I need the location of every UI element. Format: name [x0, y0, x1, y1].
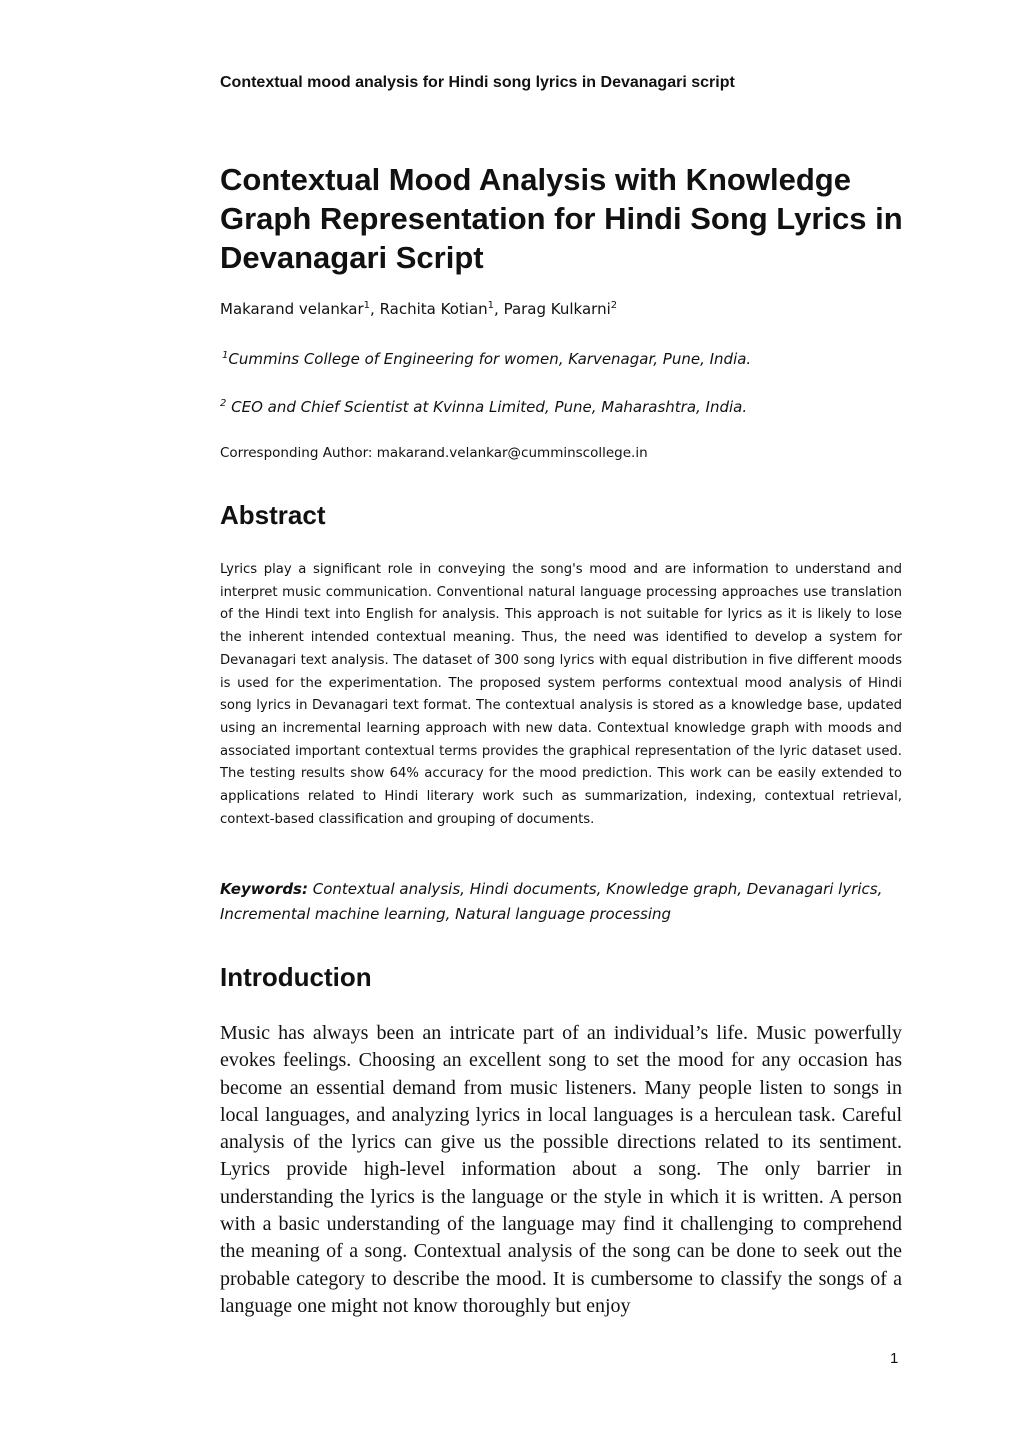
affiliation-text: CEO and Chief Scientist at Kvinna Limited, Pune, Maharashtra, India.: [231, 398, 748, 416]
affiliation-1: [222, 350, 751, 368]
affiliation-mark: 1: [222, 350, 229, 361]
introduction-heading: Introduction: [220, 962, 372, 992]
keywords: [220, 877, 902, 927]
abstract-text: Lyrics play a significant role in conveying the song's mood and are information to understand and interpret music communication. Conventional natural language processing approaches use translation of the Hindi text into English for analysis. This approach is not suitable for lyrics as it is likely to lose the inherent intended contextual meaning. Thus, the need was identified to develop a system for Devanagari text analysis. The dataset of 300 song lyrics with equal distribution in five different moods is used for the experimentation. The proposed system performs contextual mood analysis of Hindi song lyrics in Devanagari text format. The contextual analysis is stored as a knowledge base, updated using an incremental learning approach with new data. Contextual knowledge graph with moods and associated important contextual terms provides the graphical representation of the lyric dataset used. The testing results show 64% accuracy for the mood prediction. This work can be easily extended to applications related to Hindi literary work such as summarization, indexing, contextual retrieval, context-based classification and grouping of documents.: [220, 562, 902, 827]
corresponding-author: Corresponding Author: makarand.velankar@cumminscollege.in: [220, 445, 648, 461]
affiliation-mark: 2: [220, 398, 227, 409]
author-name: Parag Kulkarni: [503, 300, 611, 318]
author-list: Makarand velankar$^1$, Rachita Kotian$^1$, Parag Kulkarni$^2$: [220, 300, 618, 318]
page-number: 1: [890, 1350, 899, 1367]
author-name: Rachita Kotian: [379, 300, 488, 318]
author-name: Makarand velankar: [220, 300, 364, 318]
running-header: Contextual mood analysis for Hindi song lyrics in Devanagari script: [220, 74, 735, 91]
abstract-heading: Abstract: [220, 500, 326, 530]
author-affiliation-mark: 1: [487, 300, 495, 311]
author-affiliation-mark: 1: [363, 300, 371, 311]
keywords-label: Keywords:: [220, 880, 308, 898]
author-affiliation-mark: 2: [610, 300, 618, 311]
affiliation-2: [220, 398, 747, 416]
affiliation-text: Cummins College of Engineering for women, Karvenagar, Pune, India.: [228, 350, 752, 368]
keywords-text: Contextual analysis, Hindi documents, Knowledge graph, Devanagari lyrics, Incremental machine learning, Natural language processing: [220, 880, 883, 923]
paper-title: Contextual Mood Analysis with Knowledge Graph Representation for Hindi Song Lyrics in Devanagari Script: [220, 162, 903, 275]
introduction-text: Music has always been an intricate part of an individual’s life. Music powerfully evokes feelings. Choosing an excellent song to set the mood for any occasion has become an essential demand from music listeners. Many people listen to songs in local languages, and analyzing lyrics in local languages is a herculean task. Careful analysis of the lyrics can give us the possible directions related to its sentiment. Lyrics provide high-level information about a song. The only barrier in understanding the lyrics is the language or the style in which it is written. A person with a basic understanding of the language may find it challenging to comprehend the meaning of a song. Contextual analysis of the song can be done to seek out the probable category to describe the mood. It is cumbersome to classify the songs of a language one might not know thoroughly but enjoy: [220, 1022, 902, 1317]
